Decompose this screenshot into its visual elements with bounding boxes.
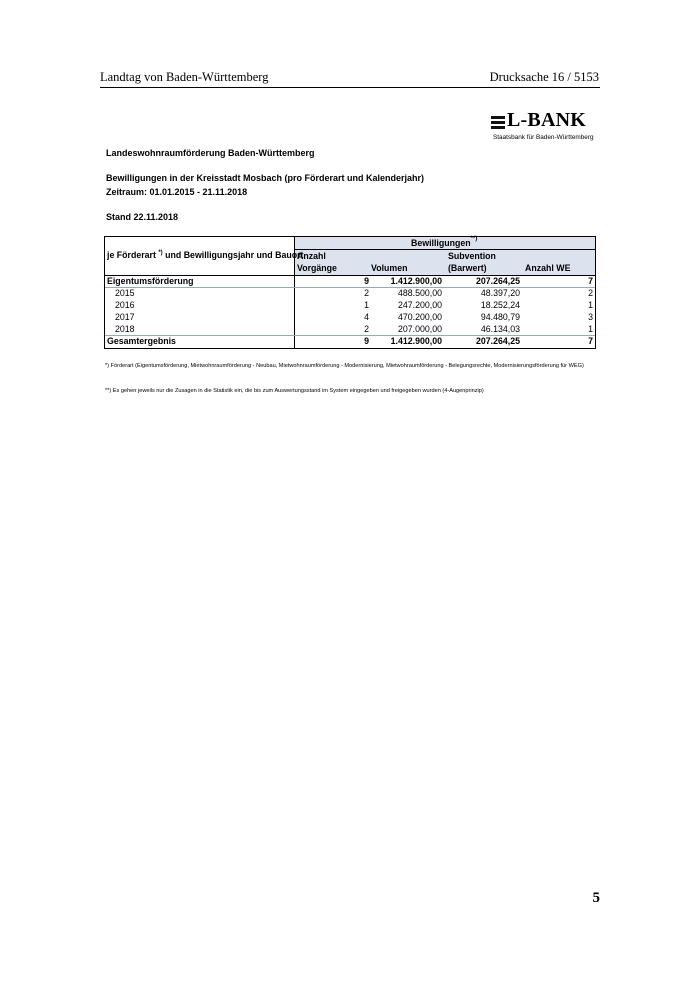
- col-header-vorgaenge: Vorgänge: [297, 263, 337, 273]
- col-header-anzahl-we: Anzahl WE: [525, 263, 571, 273]
- cell-vorgaenge: 9: [364, 336, 369, 346]
- cell-vorgaenge: 1: [364, 300, 369, 310]
- cell-subvention: 207.264,25: [475, 336, 520, 346]
- document-header-right: Drucksache 16 / 5153: [489, 70, 599, 84]
- cell-vorgaenge: 9: [364, 276, 369, 286]
- bewilligungen-table: [104, 236, 596, 349]
- cell-vorgaenge: 4: [364, 312, 369, 322]
- cell-anzahl-we: 7: [588, 276, 593, 286]
- group-header-rule: [295, 249, 595, 250]
- col-header-subvention: Subvention: [448, 251, 496, 261]
- footnote-foerderart: *) Förderart (Eigentumsförderung, Mietwohnraumförderung - Neubau, Mietwohnraumförderung - Modernisierung, Mietwohraumförderung - Belegungsrechte, Modernisierungsförderung für WEG): [105, 363, 584, 369]
- logo-name: L-BANK: [507, 109, 586, 131]
- cell-anzahl-we: 2: [588, 288, 593, 298]
- row-label: 2016: [115, 300, 135, 310]
- cell-anzahl-we: 7: [588, 336, 593, 346]
- row-label-total: Gesamtergebnis: [107, 336, 176, 346]
- group-header: Bewilligungen**): [411, 236, 478, 248]
- cell-subvention: 46.134,03: [480, 324, 520, 334]
- l-bank-logo: [490, 109, 594, 143]
- logo-subtitle: Staatsbank für Baden-Württemberg: [493, 134, 594, 141]
- col-header-barwert: (Barwert): [448, 263, 487, 273]
- row-label: 2015: [115, 288, 135, 298]
- col-header-anzahl: Anzahl: [297, 251, 326, 261]
- cell-volumen: 470.200,00: [397, 312, 442, 322]
- row-label: 2017: [115, 312, 135, 322]
- cell-volumen: 207.000,00: [397, 324, 442, 334]
- cell-vorgaenge: 2: [364, 324, 369, 334]
- row-label: Eigentumsförderung: [107, 276, 194, 286]
- cell-subvention: 207.264,25: [475, 276, 520, 286]
- cell-subvention: 18.252,24: [480, 300, 520, 310]
- report-period: Zeitraum: 01.01.2015 - 21.11.2018: [106, 187, 248, 197]
- cell-anzahl-we: 1: [588, 300, 593, 310]
- cell-volumen: 247.200,00: [397, 300, 442, 310]
- row-label: 2018: [115, 324, 135, 334]
- footnote-zusagen: **) Es gehen jeweils nur die Zusagen in die Statistik ein, die bis zum Auswertungsstand im System eingegeben und freigegeben wurden (4-Augenprinzip): [105, 388, 484, 394]
- page-number: 5: [592, 890, 600, 906]
- col-header-volumen: Volumen: [371, 263, 408, 273]
- cell-volumen: 488.500,00: [397, 288, 442, 298]
- cell-vorgaenge: 2: [364, 288, 369, 298]
- crest-icon: [490, 115, 506, 131]
- cell-volumen: 1.412.900,00: [390, 336, 442, 346]
- report-stand: Stand 22.11.2018: [106, 212, 179, 222]
- cell-anzahl-we: 1: [588, 324, 593, 334]
- cell-subvention: 48.397,20: [480, 288, 520, 298]
- header-rule: [100, 87, 600, 88]
- report-subtitle: Bewilligungen in der Kreisstadt Mosbach (pro Förderart und Kalenderjahr): [106, 173, 425, 183]
- cell-volumen: 1.412.900,00: [390, 276, 442, 286]
- cell-anzahl-we: 3: [588, 312, 593, 322]
- cell-subvention: 94.480,79: [480, 312, 520, 322]
- report-title: Landeswohnraumförderung Baden-Württemberg: [106, 148, 315, 158]
- row-header: je Förderart *) und Bewilligungsjahr und Bauort: [107, 250, 304, 260]
- document-header-left: Landtag von Baden-Württemberg: [100, 70, 269, 84]
